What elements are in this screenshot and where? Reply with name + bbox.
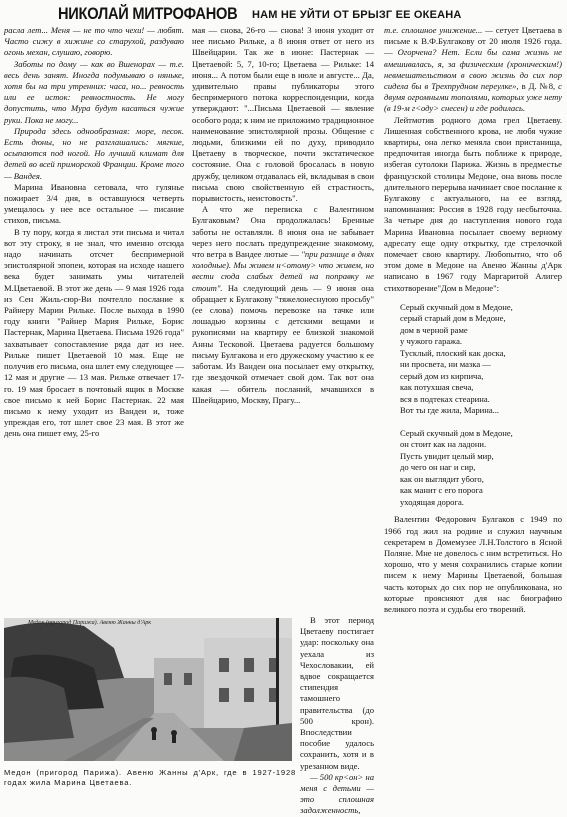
paragraph: Природа здесь однообразная: море, песок. Есть дюны, но не разглашались: мягкие, осыпаются под ногой. Но лучший климат для детей во всей приморской Франции. Кроме того — Вандея. [4, 125, 184, 181]
text-run: сетует Цветаева в письме к В.Ф.Булгакову от 20 июля 1926 года. — [384, 25, 562, 58]
street-photo [4, 618, 292, 761]
paragraph: мая — снова, 26-го — снова! 3 июня уходит от нее письмо Рильке, а 8 июня ответ от него из Швейцарии. Так же в июне: Пастернак — Цветаевой: 5, 7, 10-го; Цветаева — Рильке: 14 июня... А потом были еще в июле и августе... Да, удивительно правы публикаторы этого беспримерного потока корреспонденции, когда утверждают: "...Письма Цветаевой — явление особого рода; к ним не приложимо традиционное наименование эпистолярной прозы. Общение с людьми, близкими ей по духу, приводило Цветаеву в творческое, почти экстатическое состояние. Она с головой бросалась в новую дружбу, целиком отдавалась ей, вкладывая в свои письма свою свойственную ей страстность, порывистость, неистовость". [192, 25, 374, 204]
page-header [0, 0, 567, 24]
poem-line: как он выглядит убого, [400, 473, 484, 484]
poem-line: серый дом из кирпича, [400, 370, 484, 381]
paragraph [192, 204, 374, 406]
poem-line: Серый скучный дом в Медоне, [400, 301, 513, 312]
paragraph: Заботы по дому — как во Вшенорах — т.е. весь день занят. Иногда подумываю о няньке, хотя бы на три утренних: часа, но... ревность или ее исток: ревностность. Не могу допустить, что Мура будут касаться чужие руки. Пока не могу... [4, 58, 184, 125]
poem-line: ни просвета, ни мазка — [400, 359, 491, 370]
stanza-gap [400, 417, 562, 428]
photo-caption: Медон (пригород Парижа). Авеню Жанны д'Арк, где в 1927-1928 годах жила Марина Цветаева. [4, 768, 296, 787]
poem [400, 302, 562, 509]
article-title: НАМ НЕ УЙТИ ОТ БРЫЗГ ЕЕ ОКЕАНА [252, 9, 462, 21]
poem-line: вся в подтеках стеарина. [400, 393, 490, 404]
paragraph: В ту пору, когда я листал эти письма и читал вот эту строку, я не знал, что именно отсюда надо начинать отсчет беспримерной эпистолярной эпопеи, которая на исходе нашего века будет занимать умы читателей М.Цветаевой. В этот же день — 9 мая 1926 года из Сен Жиль-сюр-Ви почтелло послание к Райнеру Марии Рильке. После выхода в 1990 году книги "Райнер Мария Рильке, Борис Пастернак, Марина Цветаева. Письма 1926 года" захватывает сопоставление ряда дат из нее. Рильке пишет Цветаевой 10 мая. Еще не получив его письма, она шлет ему следующее — 12 мая и другие — 13 мая. Рильке отвечает 17-го. 19 мая бросает в почтовый ящик в Москве свое письмо к ней Борис Пастернак. 22 мая письмо к нему уходит из Вандеи и, тоже упреждая его, тот шлет свое 23 мая. В этот же день она пишет ему, 25-го [4, 226, 184, 439]
quote-run: Огорчена? Нет. Если бы сама жизнь не вмешивалась, я, за физическим (хроническим!) невмешательством в свою жизнь до сих пор сидела бы в Трехпрудном переулке», [384, 47, 562, 92]
photo-inscription: Медон (пригород Парижа). Авеню Жанны д'Арк [28, 620, 152, 626]
poem-line: Пусть увидит целый мир, [400, 450, 494, 461]
quote-run: "при разнице в днях холодные). Мы живем н<отому> что живем, но вести сюда слабых детей на поправку не стоит". [192, 249, 374, 293]
paragraph: В этот период Цветаеву постигает удар: поскольку она уехала из Чехословакии, ей вдвое сокращается стипендия тамошнего правительства (до 500 крон). Впоследствии пособие удалось сохранить, хотя и в урезанном виде. [300, 615, 374, 771]
text-run: На следующий день — 9 июня она обращает к Булгакову "тяжелонеснуюю просьбу" (ее слова) помочь перевозке на тачке или лошадью корзины с детскими вещами и рукописями на квартиру ее близкой знакомой Анны Тесковой. Цветаева радуется большому письму Булгакова и его дружескому участию к ее заботам. Из Вандеи она посылает ему открытку, где звездочкой отмечает свой дом. Так вот она какая — обитель посланий, мчавшихся в Швейцарию, Москву, Прагу... [192, 282, 374, 405]
column-3 [384, 25, 562, 615]
author-name: НИКОЛАЙ МИТРОФАНОВ [58, 4, 238, 23]
paragraph: Валентин Федорович Булгаков с 1949 по 1966 год жил на родине и служил научным секретарем в Домемузее Л.Н.Толстого в Ясной Поляне. Мне не довелось с ним встретиться. Но хорошо, что у меня сохранились старые копии писем к нему Марины Цветаевой, большая часть которых до сих пор не опубликована, но которые проясняют для нас биографию великого поэта и судьбы его творений. [384, 514, 562, 614]
poem-line: Вот ты где жила, Марина... [400, 405, 500, 416]
paragraph: Марина Ивановна сетовала, что гулянье пожирает 3/4 дня, в оставшуюся четверть умещалось у нее все остальное — писание стихов, письма. [4, 181, 184, 226]
paragraph: расла лет... Меня — не то что чехи! — любят. Часто сижу в хижине со старухой, раздуваю огонь механ, слушаю, говорю. [4, 25, 184, 58]
poem-line: до чего он наг и сир, [400, 462, 476, 473]
poem-line: дом в черной раме [400, 324, 468, 335]
quote-paragraph: — 500 кр<он> на меня с детьми — это сплошная задолженность, [300, 771, 375, 816]
quote-run: т.е. сплошное унижение... — [384, 25, 493, 35]
column-1 [4, 25, 184, 440]
text-run: в Д. №8, [521, 81, 556, 92]
poem-line: у чужого гаража. [400, 336, 463, 347]
poem-line: уходящая дорога. [400, 496, 464, 507]
paragraph [384, 25, 562, 115]
street-photo-drawing [4, 618, 292, 761]
paragraph: Лейтмотив родного дома грел Цветаеву. Лишенная собственного крова, не любя чужие квартиры, она легко меняла свои пристанища, предпочитая иногда быть поближе к природе, избегая сутолоки Парижа. Жизнь в предместье французской столицы Медоне, она вновь после длительного перерыва начинает свое послание к Булгакову с актуального, на ее взгляд, напоминания: Россия в 1928 году несбыточна. За четыре дня до наступления нового года Марина Ивановна посылает своему верному адресату еще одну открытку, где стрелочкой помечает свою квартиру. Любопытно, что об этом доме в Медоне на Авеню Жанны д'Арк написано в 1967 году Маргаритой Алигер стихотворение"Дом в Медоне": [384, 114, 562, 293]
column-2 [192, 25, 374, 406]
poem-line: Тусклый, плоский как доска, [400, 347, 506, 358]
column-2-lower [300, 615, 374, 817]
text-run: А что же переписка с Валентином Булгаковым? Она продолжалась! Бренные заботы не оставляли. 8 июня она не забывает через него послать предупреждение знакомому, что ветра в Вандее лютые — [192, 204, 374, 260]
poem-line: он стоит как на ладони. [400, 439, 487, 450]
poem-line: Серый скучный дом в Медоне, [400, 427, 513, 438]
quote-run: с двумя огромными тополями, которых уже нету (в 19-м г<оду> снесен) и где родилась. [384, 81, 562, 114]
poem-line: серый старый дом в Медоне, [400, 313, 506, 324]
poem-line: как манит с его порога [400, 485, 483, 496]
poem-line: как потухшая свеча, [400, 382, 474, 393]
